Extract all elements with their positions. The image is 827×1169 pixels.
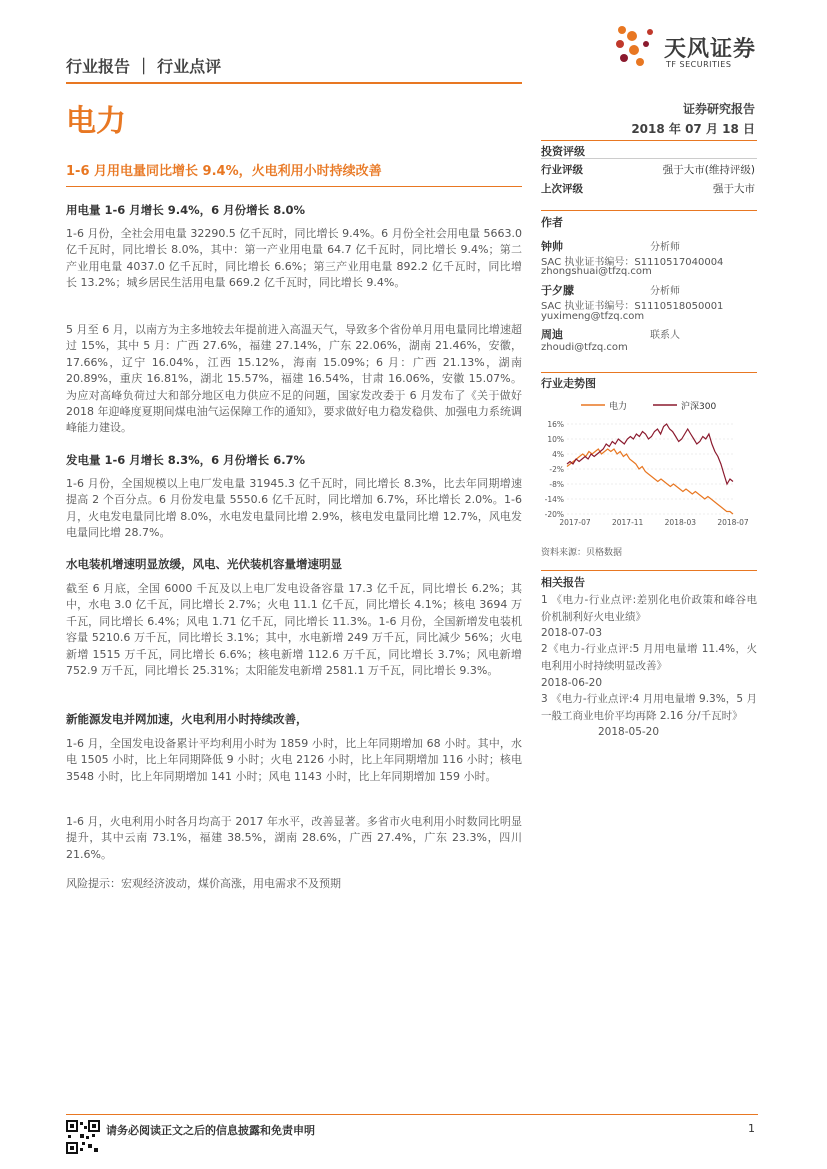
author-email[interactable]: zhongshuai@tfzq.com bbox=[541, 266, 652, 277]
x-tick-label: 2018-03 bbox=[664, 518, 697, 527]
paragraph: 1-6 月份，全国规模以上电厂发电量 31945.3 亿千瓦时，同比增长 8.3%，比去年同期增速提高 2 个百分点。6 月份发电量 5550.6 亿千瓦时，同比增加 6.7%，环比增长 2.0%。1-6 月，火电发电量同比增 8.0%，水电发电量同比增 2.9%，核电发电量同比增 12.7%，风电发电量同比增 28.7%。 bbox=[66, 477, 522, 540]
prev-rating-value: 强于大市 bbox=[713, 183, 755, 195]
brand-name-en: TF SECURITIES bbox=[666, 60, 732, 69]
y-tick-label: -8% bbox=[549, 480, 564, 489]
industry-rating-value: 强于大市(维持评级) bbox=[662, 164, 755, 176]
sidebar-divider bbox=[541, 140, 757, 141]
series-line bbox=[567, 449, 733, 514]
x-tick-label: 2017-11 bbox=[611, 518, 644, 527]
sidebar-divider bbox=[541, 158, 757, 159]
y-tick-label: -14% bbox=[544, 495, 564, 504]
related-report-date: 2018-06-20 bbox=[541, 677, 603, 689]
footer-divider bbox=[66, 1114, 758, 1115]
paragraph: 1-6 月，火电利用小时各月均高于 2017 年水平，改善显著。多省市火电利用小时数同比明显提升，其中云南 73.1%，福建 38.5%，湖南 28.6%，广西 27.4%，广东 23.3%，四川 21.6%。 bbox=[66, 815, 522, 861]
author-role: 分析师 bbox=[650, 242, 680, 253]
report-title: 1-6 月用电量同比增长 9.4%，火电利用小时持续改善 bbox=[66, 164, 382, 179]
author-name: 周迪 bbox=[541, 328, 563, 341]
header-divider bbox=[66, 82, 522, 84]
authors-title: 作者 bbox=[541, 216, 563, 229]
section-heading-capacity: 水电装机增速明显放缓，风电、光伏装机容量增速明显 bbox=[66, 557, 342, 571]
author-role: 分析师 bbox=[650, 286, 680, 297]
related-report-date: 2018-05-20 bbox=[598, 726, 660, 738]
report-type: 证券研究报告 bbox=[682, 102, 755, 116]
author-cert: SAC 执业证书编号：S1110517040004 bbox=[541, 257, 724, 268]
related-report-link[interactable]: 3 《电力-行业点评:4 月用电量增 9.3%，5 月一般工商业电价平均再降 2.16 分/千瓦时》 bbox=[541, 693, 757, 722]
sidebar-divider bbox=[541, 372, 757, 373]
paragraph: 5 月至 6 月，以南方为主多地较去年提前进入高温天气，导致多个省份单月用电量同比增速超过 15%，其中 5 月：广西 27.6%，福建 27.14%，广东 22.06%，湖南 21.46%，安徽，17.66%，辽宁 16.04%，江西 15.12%，海南 15.09%；6 月：广西 21.13%，湖南 20.89%，重庆 16.81%，湖北 15.57%，福建 16.54%，甘肃 16.06%，安徽 15.07%。为应对高峰负荷过大和部分地区电力供应不足的问题，国家发改委于 6 月发布了《关于做好 2018 年迎峰度夏期间煤电油气运保障工作的通知》，要求做好电力稳发稳供、加强电力系统调峰能力建设。 bbox=[66, 323, 522, 435]
qr-code-icon bbox=[66, 1120, 100, 1154]
footer-disclaimer: 请务必阅读正文之后的信息披露和免责申明 bbox=[106, 1124, 315, 1137]
chart-source: 资料来源：贝格数据 bbox=[541, 548, 623, 558]
industry-trend-chart bbox=[541, 396, 757, 532]
title-divider bbox=[66, 186, 522, 187]
industry-rating-label: 行业评级 bbox=[541, 164, 583, 176]
y-tick-label: -20% bbox=[544, 510, 564, 519]
report-category: 行业报告 ｜ 行业点评 bbox=[66, 57, 222, 76]
y-tick-label: 4% bbox=[552, 450, 564, 459]
section-heading-consumption: 用电量 1-6 月增长 9.4%，6 月份增长 8.0% bbox=[66, 203, 306, 217]
y-tick-label: 16% bbox=[547, 420, 564, 429]
related-title: 相关报告 bbox=[541, 576, 585, 589]
sidebar-divider bbox=[541, 570, 757, 571]
section-heading-generation: 发电量 1-6 月增长 8.3%，6 月份增长 6.7% bbox=[66, 453, 306, 467]
y-tick-label: 10% bbox=[547, 435, 564, 444]
author-cert: SAC 执业证书编号：S1110518050001 bbox=[541, 301, 724, 312]
page-number: 1 bbox=[748, 1122, 755, 1135]
paragraph: 1-6 月，全国发电设备累计平均利用小时为 1859 小时，比上年同期增加 68 小时。其中，水电 1505 小时，比上年同期降低 9 小时；火电 2126 小时，比上年同期增加 116 小时；核电 3548 小时，比上年同期增加 141 小时；风电 1143 小时，比上年同期增加 159 小时。 bbox=[66, 737, 522, 783]
section-heading-utilization: 新能源发电并网加速，火电利用小时持续改善， bbox=[66, 712, 308, 726]
x-tick-label: 2018-07 bbox=[717, 518, 749, 527]
risk-note: 风险提示：宏观经济波动，煤价高涨，用电需求不及预期 bbox=[66, 877, 341, 890]
author-email[interactable]: yuximeng@tfzq.com bbox=[541, 311, 645, 322]
paragraph: 1-6 月份，全社会用电量 32290.5 亿千瓦时，同比增长 9.4%。6 月份全社会用电量 5663.0 亿千瓦时，同比增长 8.0%，其中：第一产业用电量 64.7 亿千瓦时，同比增长 9.4%；第二产业用电量 4037.0 亿千瓦时，同比增长 6.6%；第三产业用电量 892.2 亿千瓦时，同比增长 13.2%；城乡居民生活用电量 669.2 亿千瓦时，同比增长 9.4%。 bbox=[66, 227, 522, 290]
industry-title: 电力 bbox=[66, 104, 126, 139]
rating-title: 投资评级 bbox=[541, 145, 585, 158]
prev-rating-label: 上次评级 bbox=[541, 183, 583, 195]
legend-label: 沪深300 bbox=[681, 402, 717, 412]
author-email[interactable]: zhoudi@tfzq.com bbox=[541, 342, 628, 353]
related-report-date: 2018-07-03 bbox=[541, 627, 603, 639]
paragraph: 截至 6 月底，全国 6000 千瓦及以上电厂发电设备容量 17.3 亿千瓦，同比增长 6.2%；其中，水电 3.0 亿千瓦，同比增长 2.7%；火电 11.1 亿千瓦，同比增长 4.1%；核电 3694 万千瓦，同比增长 6.4%；风电 1.71 亿千瓦，同比增长 11.3%。1-6 月份，全国新增发电装机容量 5210.6 万千瓦，同比增长 3.1%；其中，水电新增 249 万千瓦，同比减少 56%；火电新增 1515 万千瓦，同比增长 6.6%；核电新增 112.6 万千瓦，同比增长 3.7%；风电新增 752.9 万千瓦，同比增长 25.31%；太阳能发电新增 2581.1 万千瓦，同比增长 9.3%。 bbox=[66, 582, 522, 678]
trend-title: 行业走势图 bbox=[541, 377, 596, 390]
x-tick-label: 2017-07 bbox=[559, 518, 591, 527]
author-name: 钟帅 bbox=[541, 240, 563, 253]
author-role: 联系人 bbox=[650, 330, 680, 341]
y-tick-label: -2% bbox=[549, 465, 564, 474]
report-date: 2018 年 07 月 18 日 bbox=[631, 122, 755, 136]
sidebar-divider bbox=[541, 210, 757, 211]
author-name: 于夕朦 bbox=[541, 284, 574, 297]
legend-label: 电力 bbox=[609, 402, 628, 412]
related-report-link[interactable]: 1 《电力-行业点评:差别化电价政策和峰谷电价机制利好火电业绩》 bbox=[541, 594, 757, 623]
related-report-link[interactable]: 2《电力-行业点评:5 月用电量增 11.4%，火电利用小时持续明显改善》 bbox=[541, 643, 757, 672]
brand-name: 天风证券 bbox=[664, 37, 757, 62]
